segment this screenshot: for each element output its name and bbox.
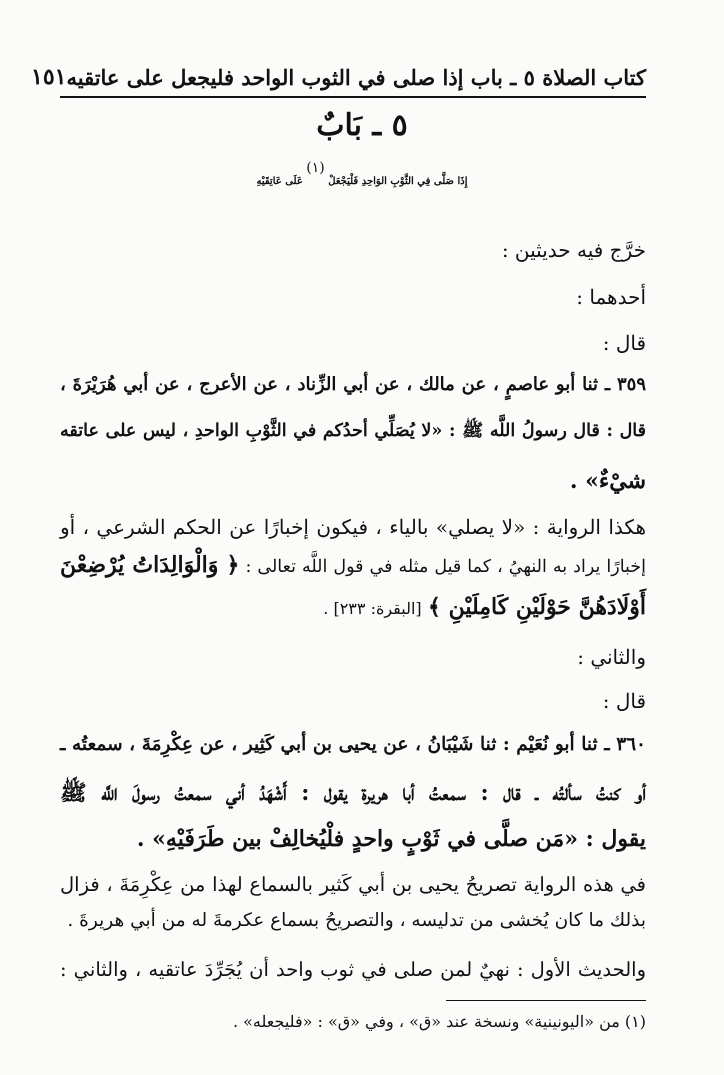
qal-line-2: قال : xyxy=(602,689,646,713)
chapter-title-part1: إِذَا صَلَّى فِي الثَّوْبِ الوَاحِدِ فَلْيَجْعَلْ xyxy=(328,176,468,187)
running-header xyxy=(31,58,646,98)
commentary-1-line-3 xyxy=(323,594,646,620)
hadith-360-line-1: ٣٦٠ ـ ثنا أبو نُعَيْم : ثنا شَيْبَانُ ، عن يحيى بن أبي كَثِير ، عن عِكْرِمَةَ ، سمعتُه ـ xyxy=(60,734,646,755)
commentary-1-line-2 xyxy=(60,552,646,578)
hadith-359-line-2: قال : قال رسولُ اللَّه ﷺ : «لا يُصَلِّي أحدُكم في الثَّوْبِ الواحدِ ، ليس على عاتقه xyxy=(60,421,646,441)
commentary-1-line-1: هكذا الرواية : «لا يصلي» بالياء ، فيكون إخبارًا عن الحكم الشرعي ، أو xyxy=(60,515,646,539)
hadith-359-line-1: ٣٥٩ ـ ثنا أبو عاصمٍ ، عن مالك ، عن أبي الزِّناد ، عن الأعرج ، عن أبي هُرَيْرَةَ ، xyxy=(60,374,646,395)
quran-verse-end: أَوْلَادَهُنَّ حَوْلَيْنِ كَامِلَيْنِ ﴾ xyxy=(428,594,646,620)
conclusion-line: والحديث الأول : نهيٌ لمن صلى في ثوب واحد أن يُجَرِّدَ عاتقيه ، والثاني : xyxy=(60,958,646,981)
page-number: ١٥١ xyxy=(31,64,67,90)
intro-line: خرَّج فيه حديثين : xyxy=(501,238,646,262)
commentary-1-line-2-text: إخبارًا يراد به النهيُ ، كما قيل مثله في قول اللَّه تعالى : xyxy=(245,557,646,577)
commentary-2-line-2: بذلك ما كان يُخشى من تدليسه ، والتصريحُ بسماع عكرمةَ له من أبي هريرةَ . xyxy=(67,910,646,931)
commentary-2-line-1: في هذه الرواية تصريحُ يحيى بن أبي كَثير بالسماع لهذا من عِكْرِمَةَ ، فزال xyxy=(60,873,646,896)
qal-line-1: قال : xyxy=(602,331,646,355)
first-label: أحدهما : xyxy=(576,285,646,309)
chapter-title-part2: عَلَى عَاتِقَيْهِ xyxy=(256,176,303,187)
chapter-title xyxy=(40,160,684,187)
footnote-text: (١) من «اليونينية» ونسخة عند «ق» ، وفي «ق» : «فليجعله» . xyxy=(232,1012,646,1031)
hadith-360-line-3: يقول : «مَن صلَّى في ثَوْبٍ واحدٍ فلْيُخالِفْ بين طَرَفَيْهِ» . xyxy=(136,826,646,852)
quran-reference: [البقرة: ٢٣٣] . xyxy=(323,599,422,618)
quran-verse-start: ﴿ وَالْوَالِدَاتُ يُرْضِعْنَ xyxy=(60,552,240,578)
footnote-reference: (١) xyxy=(306,160,325,176)
hadith-360-line-2: أو كنتُ سألتُه ـ قال : سمعتُ أبا هريرة يقول : أَشْهَدُ أني سمعتُ رسولَ اللَّه ﷺ xyxy=(60,780,646,806)
hadith-359-line-3: شيْءٌ» . xyxy=(569,468,646,494)
chapter-number: ٥ ـ بَابٌ xyxy=(316,108,408,143)
second-label: والثاني : xyxy=(577,645,646,669)
footnote-divider xyxy=(446,1000,646,1001)
header-section-title: كتاب الصلاة ٥ ـ باب إذا صلى في الثوب الواحد فليجعل على عاتقيه xyxy=(66,64,646,90)
